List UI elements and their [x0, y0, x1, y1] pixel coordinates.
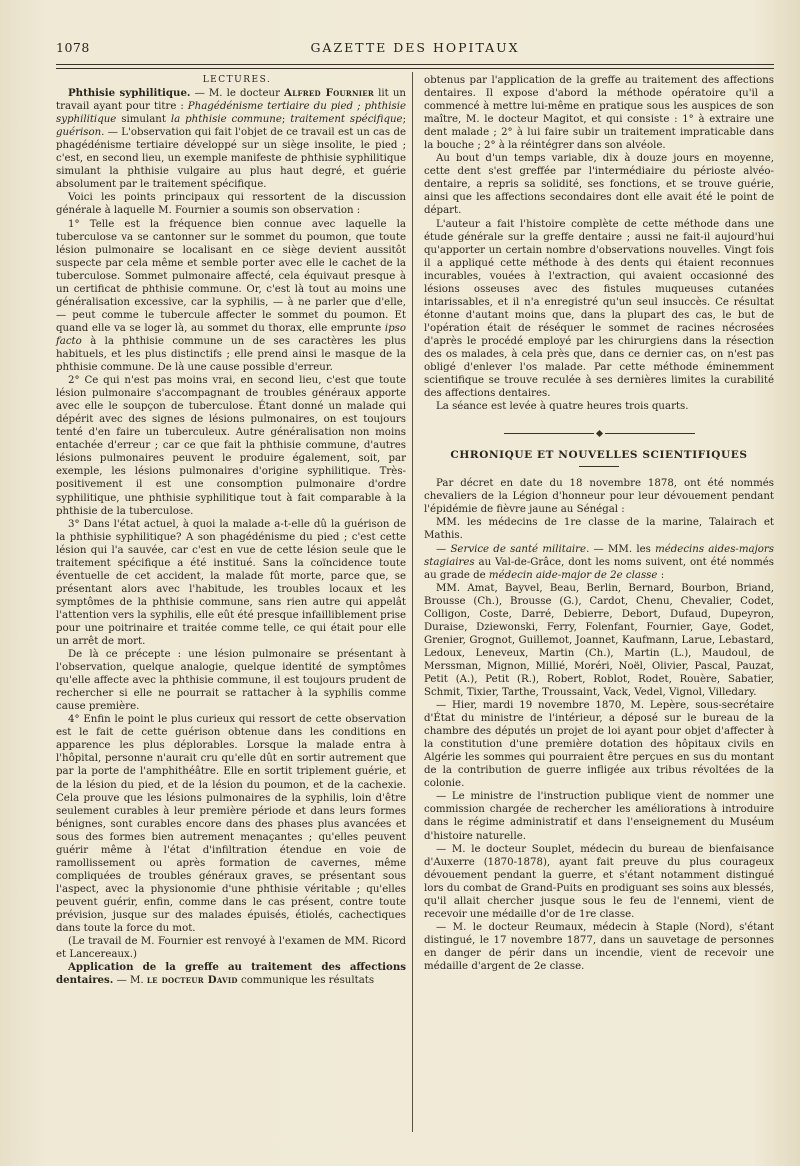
running-title: GAZETTE DES HOPITAUX [310, 40, 520, 55]
left-column [56, 74, 406, 987]
paragraph: — M. le docteur Souplet, médecin du bureau de bienfaisance d'Auxerre (1870-1878), ayant fait preuve du plus courageux dévouement pendant la guerre, et s'étant notamment distingué lors du combat de Grand-Puits en prodiguant ses soins aux blessés, qu'il allait chercher jusque sous le feu de l'ennemi, vient de recevoir une médaille d'or de 1re classe. [424, 843, 774, 920]
paragraph: La séance est levée à quatre heures trois quarts. [436, 401, 689, 413]
title-underline [579, 466, 619, 467]
paragraph: 2° Ce qui n'est pas moins vrai, en second lieu, c'est que toute lésion pulmonaire s'accompagnant de troubles généraux apporte avec elle le soupçon de tuberculose. Étant donné un malade qui dépérit avec des signes de lésions pulmonaires, on est toujours tenté d'en faire un tuberculeux. Autre généralisation non moins entachée d'erreur ; car ce que fait la phthisie commune, d'autres lésions pulmonaires peuvent le produire également, soit, par exemple, les lésions pulmonaires d'origine syphilitique. Très-positivement il est une consomption pulmonaire d'ordre syphilitique, une phthisie syphilitique tout à fait comparable à la phthisie de la tuberculose. [56, 375, 406, 517]
paragraph: L'auteur a fait l'histoire complète de cette méthode dans une étude générale sur la greffe dentaire ; aussi ne fait-il aujourd'hui qu'apporter un certain nombre d'observations nouvelles. Vingt fois il a appliqué cette méthode à des dents qui étaient reconnues incurables, vouées à l'extraction, qui avaient occasionné des lésions osseuses avec des fistules muqueuses cutanées intarissables, et il n'a enregistré qu'un seul insuccès. Ce résultat étonne d'autant moins que, dans la plupart des cas, le but de l'opération était de réséquer le sommet de racines nécrosées d'après le procédé employé par les chirurgiens dans la résection des os malades, à cela près que, dans ce dernier cas, on n'est pas obligé d'enlever l'os malade. Par cette méthode éminemment scientifique se trouve reculée à ses dernières limites la curabilité des affections dentaires. [424, 218, 774, 400]
section-title-lectures: LECTURES. [202, 75, 272, 85]
paragraph: (Le travail de M. Fournier est renvoyé à l'examen de MM. Ricord et Lancereaux.) [56, 936, 406, 961]
paragraph: Voici les points principaux qui ressortent de la discussion générale à laquelle M. Fournier a soumis son observation : [56, 192, 406, 217]
paragraph: — Le ministre de l'instruction publique vient de nommer une commission chargée de rechercher les améliorations à introduire dans le régime administratif et dans l'enseignement du Muséum d'histoire naturelle. [424, 791, 774, 842]
header-double-rule [56, 64, 774, 69]
paragraph: Par décret en date du 18 novembre 1878, ont été nommés chevaliers de la Légion d'honneur pour leur dévouement pendant l'épidémie de fièvre jaune au Sénégal : [424, 478, 774, 516]
paragraph: — Service de santé militaire. — MM. les médecins aides-majors stagiaires au Val-de-Grâce, dont les noms suivent, ont été nommés au grade de médecin aide-major de 2e classe : [424, 543, 774, 581]
page-number: 1078 [56, 40, 90, 55]
article-greffe-dentaire: Application de la greffe au traitement des affections dentaires. — M. le docteur David communique les résultats [56, 961, 406, 987]
right-column [424, 74, 774, 973]
page-header [56, 38, 774, 62]
article-phthisie-syphilitique: Phthisie syphilitique. — M. le docteur Alfred Fournier lit un travail ayant pour titre : Phagédénisme tertiaire du pied ; phthisie syphilitique simulant la phthisie commune; traitement spécifique; guérison. — L'observation qui fait l'objet de ce travail est un cas de phagédénisme tertiaire développé sur un siège insolite, le pied ; c'est, en second lieu, un exemple manifeste de phthisie syphilitique simulant la phthisie vulgaire au plus haut degré, et guérie absolument par le traitement spécifique. [56, 87, 407, 191]
paragraph: 1° Telle est la fréquence bien connue avec laquelle la tuberculose va se cantonner sur le sommet du poumon, que toute lésion pulmonaire se localisant en ce siège devient aussitôt suspecte par cela même et semble porter avec elle le cachet de la tuberculose. Sommet pulmonaire affecté, cela équivaut presque à un certificat de phthisie commune. Or, c'est là tout au moins une généralisation excessive, car la syphilis, — à ne parler que d'elle, — peut comme le tubercule affecter le sommet du poumon. Et quand elle va se loger là, au sommet du thorax, elle emprunte ipso facto à la phthisie commune un de ses caractères les plus habituels, et les plus distinctifs ; elle prend ainsi le masque de la phthisie commune. De là une cause possible d'erreur. [56, 218, 406, 374]
paragraph: Au bout d'un temps variable, dix à douze jours en moyenne, cette dent s'est greffée par l'intermédiaire du périoste alvéo-dentaire, a repris sa solidité, ses fonctions, et se trouve guérie, ainsi que les affections secondaires dont elle avait été le point de départ. [424, 153, 774, 217]
section-title-chronique: CHRONIQUE ET NOUVELLES SCIENTIFIQUES [450, 449, 748, 462]
paragraph: MM. les médecins de 1re classe de la marine, Talairach et Mathis. [424, 517, 774, 542]
paragraph: — M. le docteur Reumaux, médecin à Staple (Nord), s'étant distingué, le 17 novembre 1877, dans un sauvetage de personnes en danger de périr dans un incendie, vient de recevoir une médaille d'argent de 2e classe. [424, 921, 774, 972]
section-ornament [424, 427, 774, 437]
paragraph: — Hier, mardi 19 novembre 1870, M. Lepère, sous-secrétaire d'État du ministre de l'intérieur, a déposé sur le bureau de la chambre des députés un projet de loi ayant pour objet d'affecter à la constitution d'une première dotation des hôpitaux civils en Algérie les sommes qui pourraient être perçues en sus du montant de la contribution de guerre infligée aux tribus révoltées de la colonie. [424, 700, 774, 790]
column-divider [412, 72, 413, 1132]
paragraph: De là ce précepte : une lésion pulmonaire se présentant à l'observation, quelque analogie, quelque identité de symptômes qu'elle affecte avec la phthisie commune, il est toujours prudent de rechercher si elle ne pourrait se rattacher à la syphilis comme cause première. [56, 649, 406, 713]
paragraph: obtenus par l'application de la greffe au traitement des affections dentaires. Il expose d'abord la méthode opératoire qu'il a commencé à mettre lui-même en pratique sous les auspices de son maître, M. le docteur Magitot, et qui consiste : 1° à extraire une dent malade ; 2° à lui faire subir un traitement impraticable dans la bouche ; 2° à la réintégrer dans son alvéole. [424, 75, 774, 152]
paragraph: MM. Amat, Bayvel, Beau, Berlin, Bernard, Bourbon, Briand, Brousse (Ch.), Brousse (G.), Cardot, Chenu, Chevalier, Codet, Colligon, Coste, Darré, Debierre, Debort, Dufaud, Dupeyron, Duraise, Dziewonski, Ferry, Folenfant, Fournier, Gaye, Godet, Grenier, Grognot, Guillemot, Joannet, Kaufmann, Larue, Lebastard, Ledoux, Leneveux, Martin (Ch.), Martin (L.), Maudoul, de Merssman, Mignon, Millié, Moréri, Noël, Olivier, Pascal, Pauzat, Petit (A.), Petit (R.), Robert, Roblot, Rodet, Rouère, Sabatier, Schmit, Tixier, Tarthe, Troussaint, Vack, Vedel, Vignol, Villedary. [424, 582, 774, 699]
paragraph: 3° Dans l'état actuel, à quoi la malade a-t-elle dû la guérison de la phthisie syphilitique? A son phagédénisme du pied ; c'est cette lésion qui l'a sauvée, car c'est en vue de cette lésion seule que le traitement spécifique a été institué. Sans la coïncidence toute éventuelle de cet accident, la malade fût morte, parce que, se présentant alors avec l'habitude, les troubles locaux et les symptômes de la phthisie commune, sans rien autre qui appelât l'attention vers la syphilis, elle eût été presque infailliblement prise pour une poitrinaire et traitée comme telle, ce qui était pour elle un arrêt de mort. [56, 518, 406, 648]
ornament-diamond [595, 430, 602, 437]
paragraph: 4° Enfin le point le plus curieux qui ressort de cette observation est le fait de cette guérison obtenue dans les conditions en apparence les plus déplorables. Lorsque la malade entra à l'hôpital, personne n'aurait cru qu'elle dût en sortir autrement que par la porte de l'amphithéâtre. Elle en sortit triplement guérie, et de la lésion du pied, et de la lésion du poumon, et de la cachexie. Cela prouve que les lésions pulmonaires de la syphilis, loin d'être seulement curables à leur première période et dans leurs formes bénignes, sont curables encore dans des phases plus avancées et sous des formes bien autrement menaçantes ; qu'elles peuvent guérir même à l'état d'infiltration étendue en voie de ramollissement ou après formation de cavernes, même compliquées de troubles généraux graves, se présentant sous l'aspect, avec la physionomie d'une phthisie véritable ; qu'elles peuvent guérir, enfin, comme dans le cas présent, contre toute prévision, jusque sur des malades épuisés, étiolés, cachectiques dans toute la force du mot. [56, 714, 406, 935]
